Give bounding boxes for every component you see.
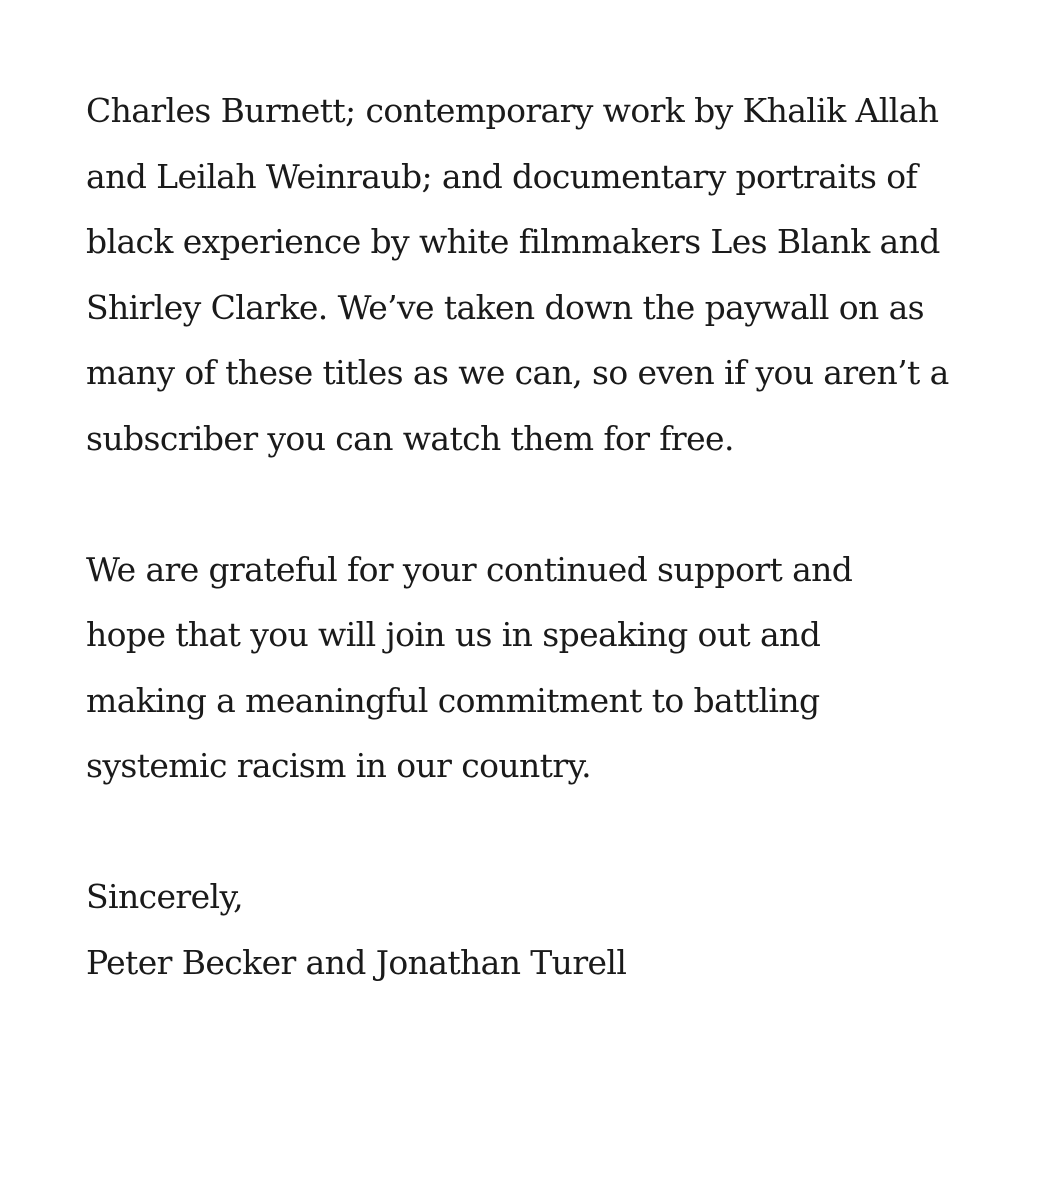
text-line: many of these titles as we can, so even if you aren’t a [86,353,949,392]
sign-off [86,864,986,995]
text-line: systemic racism in our country. [86,746,592,785]
text-line: subscriber you can watch them for free. [86,418,734,458]
text-line: Charles Burnett; contemporary work by Khalik Allah [86,91,939,130]
paragraph-spacer [86,799,986,865]
closing-salutation: Sincerely, [86,877,244,916]
text-line: black experience by white filmmakers Les Blank and [86,222,940,261]
signatories: Peter Becker and Jonathan Turell [86,942,627,982]
text-line: We are grateful for your continued support and [86,549,853,589]
text-line: Shirley Clarke. We’ve taken down the paywall on as [86,287,924,327]
paragraph-spacer [86,471,986,537]
letter-body [86,78,986,995]
paragraph-support [86,537,986,799]
text-line: and Leilah Weinraub; and documentary portraits of [86,156,918,196]
paragraph-film-titles [86,78,986,471]
text-line: making a meaningful commitment to battling [86,680,820,720]
text-line: hope that you will join us in speaking out and [86,615,821,654]
